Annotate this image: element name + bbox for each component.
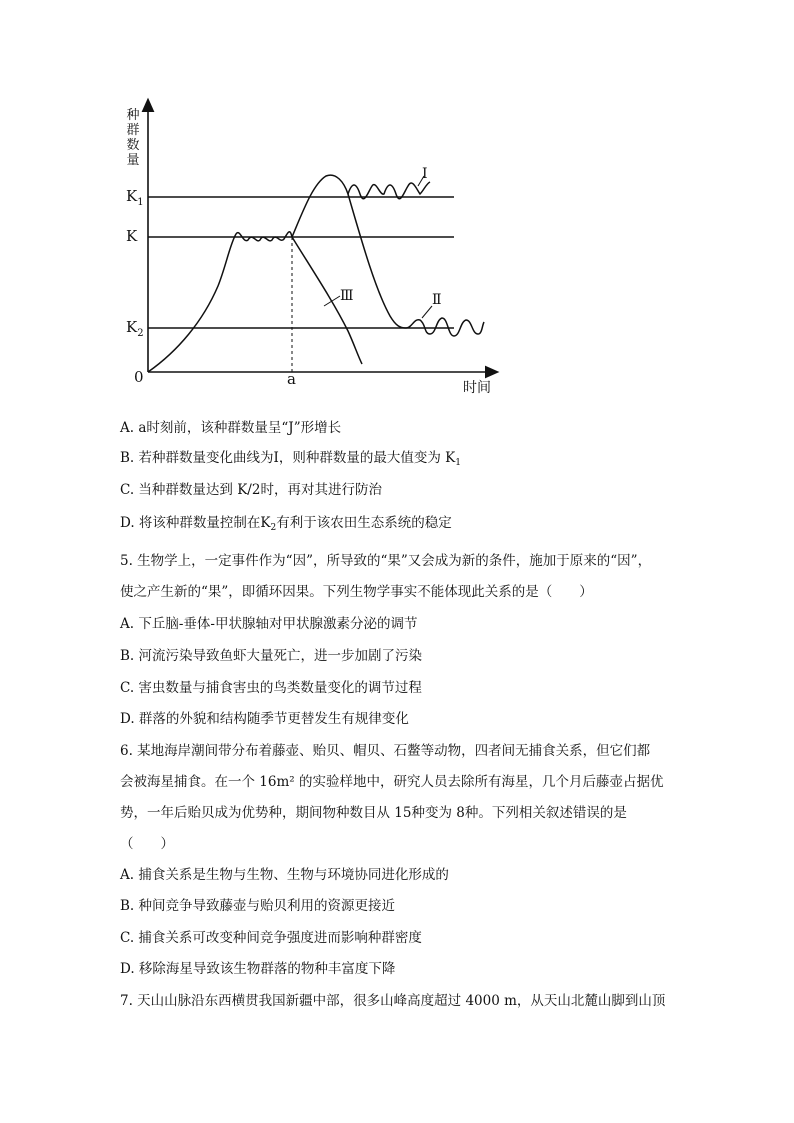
y-axis-label: 种群数量: [126, 108, 140, 168]
curve-1: [292, 175, 430, 237]
curve-2-label: Ⅱ: [432, 292, 442, 308]
q4-option-b: B. 若种群数量变化曲线为Ⅰ，则种群数量的最大值变为 $K_1$: [120, 450, 461, 468]
q6-option-b: B. 种间竞争导致藤壶与贻贝利用的资源更接近: [120, 898, 396, 914]
q6-stem-line3: 势，一年后贻贝成为优势种，期间物种数目从 15种变为 8种。下列相关叙述错误的是: [120, 805, 627, 821]
q7-stem-line1: 7. 天山山脉沿东西横贯我国新疆中部，很多山峰高度超过 4000 m，从天山北麓山脚到山顶: [120, 993, 666, 1009]
curve-2-leader: [422, 306, 432, 318]
k2-tick: $K_2$: [126, 318, 144, 339]
q6-stem-line2: 会被海星捕食。在一个 16m² 的实验样地中，研究人员去除所有海星，几个月后藤壶占据优: [120, 774, 664, 790]
q4-option-a: A. a时刻前，该种群数量呈“J”形增长: [120, 420, 342, 436]
k-tick: K: [126, 227, 138, 245]
population-graph: [108, 96, 508, 401]
q5-stem-line1: 5. 生物学上，一定事件作为“因”，所导致的“果”又会成为新的条件，施加于原来的“因”，: [120, 553, 652, 569]
curve-2: [348, 194, 484, 336]
curve-3-leader: [324, 296, 340, 306]
a-label: a: [287, 370, 296, 388]
curve-3-label: Ⅲ: [340, 288, 354, 304]
k1-tick: $K_1$: [126, 187, 144, 208]
q4-option-c: C. 当种群数量达到 K/2时，再对其进行防治: [120, 482, 382, 498]
q5-option-d: D. 群落的外貌和结构随季节更替发生有规律变化: [120, 711, 409, 727]
q6-option-d: D. 移除海星导致该生物群落的物种丰富度下降: [120, 961, 396, 977]
growth-curve: [148, 232, 292, 372]
q6-stem-line4: （ ）: [120, 836, 174, 852]
q5-option-b: B. 河流污染导致鱼虾大量死亡，进一步加剧了污染: [120, 648, 423, 664]
q5-option-c: C. 害虫数量与捕食害虫的鸟类数量变化的调节过程: [120, 680, 422, 696]
origin-label: 0: [134, 368, 144, 386]
curve-1-label: Ⅰ: [422, 166, 428, 182]
q4-option-d: D. 将该种群数量控制在$K_2$有利于该农田生态系统的稳定: [120, 515, 452, 533]
q6-stem-line1: 6. 某地海岸潮间带分布着藤壶、贻贝、帽贝、石鳖等动物，四者间无捕食关系，但它们都: [120, 743, 651, 759]
q5-option-a: A. 下丘脑-垂体-甲状腺轴对甲状腺激素分泌的调节: [120, 616, 418, 632]
graph-svg: [108, 96, 508, 401]
x-axis-label: 时间: [463, 380, 491, 396]
q5-stem-line2: 使之产生新的“果”，即循环因果。下列生物学事实不能体现此关系的是（ ）: [120, 584, 593, 600]
q6-option-a: A. 捕食关系是生物与生物、生物与环境协同进化形成的: [120, 867, 449, 883]
q6-option-c: C. 捕食关系可改变种间竞争强度进而影响种群密度: [120, 930, 422, 946]
